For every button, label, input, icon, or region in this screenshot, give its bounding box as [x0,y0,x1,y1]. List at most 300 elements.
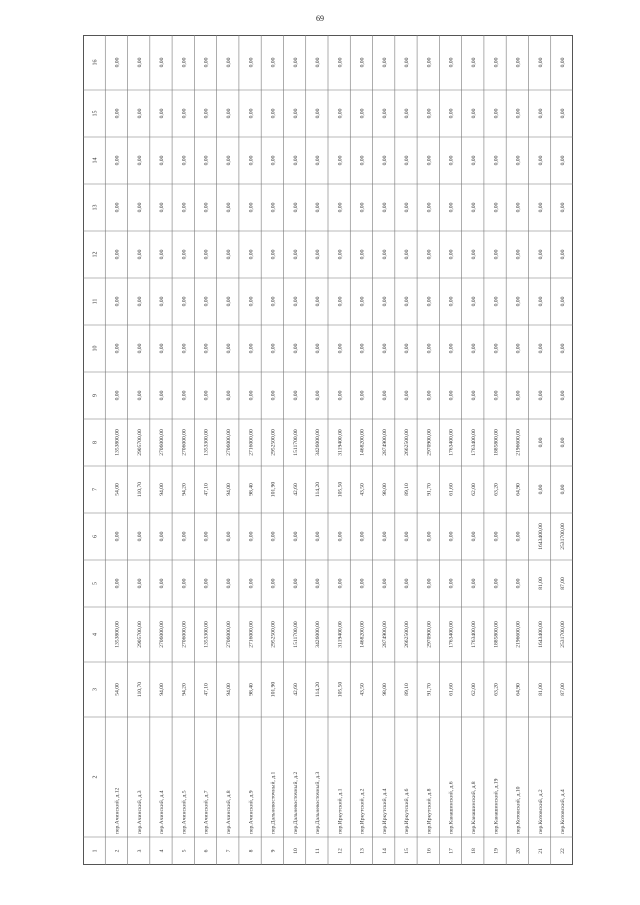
value-cell: 0,00 [203,390,210,401]
value-cell: 0,00 [203,57,210,68]
value-cell: 0,00 [225,578,232,589]
value-cell: 0,00 [270,531,277,542]
value-cell: 0,00 [203,296,210,307]
address-cell: пер.Котовский, д.10 [515,786,522,834]
value-cell: 0,00 [448,202,455,213]
value-cell: 0,00 [515,531,522,542]
value-cell: 0,00 [493,108,500,119]
address-cell: пер.Ачинский, д.7 [203,790,210,834]
row-number-cell: 13 [359,848,366,854]
value-cell: 0,00 [404,57,411,68]
value-cell: 0,00 [359,390,366,401]
value-cell: 0,00 [315,57,322,68]
value-cell: 47,10 [203,483,210,496]
value-cell: 1763400,00 [470,429,477,456]
address-cell: пер.Ачинский, д.4 [159,790,166,834]
value-cell: 0,00 [493,249,500,260]
value-cell: 114,20 [315,681,322,698]
value-cell: 2531700,00 [560,621,567,648]
value-cell: 1353800,00 [114,429,121,456]
value-cell: 0,00 [136,531,143,542]
address-cell: пер.Иркутский, д.1 [337,788,344,834]
value-cell: 0,00 [359,531,366,542]
value-cell: 0,00 [470,390,477,401]
value-cell: 0,00 [181,296,188,307]
value-cell: 0,00 [381,343,388,354]
value-cell: 0,00 [181,578,188,589]
value-cell: 87,00 [560,683,567,696]
value-cell: 0,00 [136,249,143,260]
value-cell: 2706000,00 [159,429,166,456]
value-cell: 0,00 [114,343,121,354]
address-cell: пер.Иркутский, д.2 [359,788,366,834]
value-cell: 0,00 [270,296,277,307]
header-cell: 16 [92,59,99,66]
value-cell: 0,00 [537,202,544,213]
value-cell: 0,00 [448,57,455,68]
value-cell: 1885800,00 [493,621,500,648]
value-cell: 0,00 [159,343,166,354]
value-cell: 0,00 [537,437,544,448]
value-cell: 0,00 [225,202,232,213]
value-cell: 0,00 [560,437,567,448]
value-cell: 2716000,00 [248,429,255,456]
value-cell: 2716000,00 [248,621,255,648]
value-cell: 0,00 [248,57,255,68]
header-cell: 8 [92,441,99,444]
value-cell: 64,90 [515,483,522,496]
value-cell: 0,00 [359,343,366,354]
value-cell: 0,00 [114,531,121,542]
value-cell: 110,70 [136,681,143,698]
value-cell: 0,00 [337,57,344,68]
value-cell: 0,00 [448,531,455,542]
value-cell: 0,00 [203,108,210,119]
value-cell: 0,00 [426,296,433,307]
value-cell: 63,20 [493,683,500,696]
value-cell: 0,00 [515,578,522,589]
value-cell: 0,00 [493,296,500,307]
value-cell: 0,00 [426,390,433,401]
value-cell: 0,00 [560,343,567,354]
value-cell: 105,50 [337,681,344,698]
value-cell: 0,00 [560,484,567,495]
value-cell: 0,00 [270,155,277,166]
value-cell: 0,00 [560,296,567,307]
value-cell: 94,00 [159,483,166,496]
value-cell: 0,00 [493,390,500,401]
table-grid [83,35,573,865]
value-cell: 0,00 [560,57,567,68]
value-cell: 0,00 [114,249,121,260]
value-cell: 2196600,00 [515,621,522,648]
value-cell: 0,00 [493,155,500,166]
value-cell: 94,20 [181,483,188,496]
value-cell: 0,00 [426,531,433,542]
value-cell: 0,00 [493,202,500,213]
value-cell: 0,00 [426,249,433,260]
value-cell: 2706000,00 [181,621,188,648]
value-cell: 0,00 [359,202,366,213]
header-cell: 3 [92,688,99,691]
row-number-cell: 3 [136,849,143,853]
value-cell: 1353300,00 [203,429,210,456]
value-cell: 0,00 [315,296,322,307]
value-cell: 42,60 [292,683,299,696]
address-cell: пер.Ачинский, д.8 [225,790,232,834]
row-number-cell: 12 [337,848,344,854]
address-cell: пер.Канашинский, д.19 [493,778,500,834]
value-cell: 0,00 [225,343,232,354]
value-cell: 0,00 [560,155,567,166]
value-cell: 94,00 [159,683,166,696]
value-cell: 1511700,00 [292,429,299,456]
value-cell: 0,00 [225,108,232,119]
row-number-cell: 7 [225,849,232,853]
value-cell: 0,00 [136,390,143,401]
value-cell: 0,00 [225,296,232,307]
value-cell: 54,00 [114,683,121,696]
value-cell: 0,00 [359,578,366,589]
value-cell: 0,00 [404,108,411,119]
value-cell: 0,00 [114,578,121,589]
value-cell: 0,00 [337,202,344,213]
value-cell: 0,00 [159,57,166,68]
value-cell: 0,00 [426,343,433,354]
value-cell: 0,00 [404,202,411,213]
value-cell: 101,90 [270,681,277,698]
value-cell: 2706000,00 [225,621,232,648]
address-cell: пер.Дальневосточный, д.2 [292,771,299,834]
value-cell: 2970900,00 [426,429,433,456]
value-cell: 0,00 [470,249,477,260]
value-cell: 0,00 [136,155,143,166]
value-cell: 1763400,00 [448,621,455,648]
header-cell: 1 [92,849,99,853]
row-number-cell: 5 [181,849,188,853]
address-cell: пер.Канашинский, д.8 [470,781,477,834]
value-cell: 98,00 [381,683,388,696]
value-cell: 94,00 [225,683,232,696]
value-cell: 0,00 [270,343,277,354]
value-cell: 0,00 [159,155,166,166]
value-cell: 1468200,00 [359,621,366,648]
value-cell: 81,00 [537,577,544,590]
value-cell: 0,00 [537,57,544,68]
value-cell: 0,00 [426,57,433,68]
address-cell: пер.Иркутский, д.8 [426,788,433,834]
row-number-cell: 16 [426,848,433,854]
value-cell: 0,00 [248,531,255,542]
value-cell: 89,10 [404,483,411,496]
value-cell: 0,00 [292,343,299,354]
value-cell: 101,90 [270,481,277,498]
value-cell: 0,00 [225,390,232,401]
value-cell: 63,20 [493,483,500,496]
value-cell: 98,00 [381,483,388,496]
value-cell: 2905700,00 [136,621,143,648]
value-cell: 0,00 [493,57,500,68]
value-cell: 0,00 [337,249,344,260]
value-cell: 0,00 [270,390,277,401]
value-cell: 0,00 [381,531,388,542]
value-cell: 0,00 [470,155,477,166]
value-cell: 0,00 [248,390,255,401]
value-cell: 0,00 [404,531,411,542]
header-cell: 11 [92,298,99,305]
value-cell: 89,10 [404,683,411,696]
address-cell: пер.Ачинский, д.9 [248,790,255,834]
value-cell: 2706000,00 [225,429,232,456]
header-cell: 5 [92,582,99,585]
value-cell: 0,00 [203,343,210,354]
value-cell: 0,00 [292,578,299,589]
value-cell: 0,00 [470,343,477,354]
value-cell: 0,00 [560,390,567,401]
row-number-cell: 22 [560,848,567,854]
value-cell: 0,00 [114,57,121,68]
value-cell: 0,00 [470,296,477,307]
value-cell: 0,00 [404,296,411,307]
value-cell: 0,00 [315,578,322,589]
value-cell: 0,00 [181,343,188,354]
value-cell: 1468200,00 [359,429,366,456]
value-cell: 0,00 [381,108,388,119]
value-cell: 0,00 [292,296,299,307]
value-cell: 0,00 [515,343,522,354]
value-cell: 2706000,00 [181,429,188,456]
row-number-cell: 14 [381,848,388,854]
value-cell: 0,00 [114,108,121,119]
value-cell: 0,00 [515,390,522,401]
row-number-cell: 6 [203,849,210,853]
value-cell: 3119400,00 [337,429,344,456]
value-cell: 0,00 [203,578,210,589]
value-cell: 0,00 [225,155,232,166]
address-cell: пер.Ачинский, д.3 [136,790,143,834]
row-number-cell: 2 [114,849,121,853]
value-cell: 0,00 [337,155,344,166]
address-cell: пер.Иркутский, д.4 [381,788,388,834]
header-cell: 14 [92,157,99,164]
value-cell: 0,00 [448,343,455,354]
value-cell: 0,00 [448,155,455,166]
value-cell: 0,00 [181,531,188,542]
value-cell: 0,00 [114,296,121,307]
value-cell: 0,00 [225,57,232,68]
value-cell: 0,00 [515,155,522,166]
value-cell: 64,90 [515,683,522,696]
value-cell: 0,00 [315,108,322,119]
value-cell: 0,00 [292,155,299,166]
value-cell: 1511700,00 [292,621,299,648]
row-number-cell: 15 [404,848,411,854]
value-cell: 0,00 [537,484,544,495]
value-cell: 0,00 [136,108,143,119]
value-cell: 0,00 [493,531,500,542]
header-cell: 10 [92,345,99,352]
value-cell: 87,00 [560,577,567,590]
value-cell: 0,00 [203,531,210,542]
value-cell: 0,00 [337,343,344,354]
row-number-cell: 18 [470,848,477,854]
value-cell: 0,00 [248,202,255,213]
value-cell: 0,00 [159,249,166,260]
value-cell: 2952500,00 [270,621,277,648]
value-cell: 1885800,00 [493,429,500,456]
row-number-cell: 8 [248,849,255,853]
value-cell: 0,00 [359,155,366,166]
address-cell: пер.Дальневосточный, д.1 [270,771,277,834]
page-number: 69 [316,14,324,23]
value-cell: 0,00 [337,531,344,542]
value-cell: 0,00 [426,578,433,589]
value-cell: 0,00 [159,578,166,589]
value-cell: 0,00 [404,343,411,354]
value-cell: 0,00 [203,155,210,166]
value-cell: 0,00 [114,155,121,166]
value-cell: 0,00 [515,108,522,119]
value-cell: 2196600,00 [515,429,522,456]
value-cell: 3426000,00 [315,429,322,456]
value-cell: 0,00 [515,202,522,213]
value-cell: 0,00 [159,108,166,119]
value-cell: 2952500,00 [270,429,277,456]
value-cell: 2970900,00 [426,621,433,648]
value-cell: 0,00 [159,296,166,307]
value-cell: 0,00 [159,390,166,401]
row-number-cell: 11 [315,848,322,854]
value-cell: 0,00 [560,249,567,260]
value-cell: 0,00 [292,249,299,260]
value-cell: 105,50 [337,481,344,498]
value-cell: 0,00 [292,108,299,119]
value-cell: 0,00 [248,296,255,307]
value-cell: 0,00 [203,202,210,213]
value-cell: 0,00 [337,390,344,401]
value-cell: 0,00 [248,108,255,119]
value-cell: 0,00 [315,155,322,166]
address-cell: пер.Котовский, д.4 [560,789,567,834]
value-cell: 0,00 [159,531,166,542]
value-cell: 0,00 [381,390,388,401]
value-cell: 91,70 [426,483,433,496]
value-cell: 0,00 [292,531,299,542]
value-cell: 0,00 [181,57,188,68]
value-cell: 81,00 [537,683,544,696]
value-cell: 0,00 [537,343,544,354]
value-cell: 91,70 [426,683,433,696]
value-cell: 98,40 [248,483,255,496]
value-cell: 3119400,00 [337,621,344,648]
value-cell: 0,00 [381,155,388,166]
value-cell: 0,00 [493,578,500,589]
value-cell: 1353800,00 [114,621,121,648]
value-cell: 2905700,00 [136,429,143,456]
value-cell: 0,00 [292,390,299,401]
header-cell: 12 [92,251,99,258]
rotated-data-table [83,35,573,865]
value-cell: 0,00 [248,343,255,354]
value-cell: 1643400,00 [537,621,544,648]
value-cell: 0,00 [181,202,188,213]
value-cell: 0,00 [181,249,188,260]
value-cell: 0,00 [270,108,277,119]
address-cell: пер.Ачинский, д.12 [114,787,121,834]
value-cell: 0,00 [448,296,455,307]
value-cell: 114,20 [315,481,322,498]
value-cell: 0,00 [381,57,388,68]
value-cell: 0,00 [381,249,388,260]
value-cell: 0,00 [159,202,166,213]
row-number-cell: 4 [159,849,166,853]
row-number-cell: 20 [515,848,522,854]
value-cell: 0,00 [537,108,544,119]
value-cell: 0,00 [426,108,433,119]
value-cell: 0,00 [248,578,255,589]
value-cell: 0,00 [315,202,322,213]
value-cell: 0,00 [315,390,322,401]
value-cell: 0,00 [426,202,433,213]
value-cell: 0,00 [404,390,411,401]
value-cell: 0,00 [381,578,388,589]
value-cell: 1763400,00 [448,429,455,456]
value-cell: 0,00 [292,57,299,68]
header-cell: 2 [92,775,99,779]
value-cell: 0,00 [225,249,232,260]
value-cell: 0,00 [337,296,344,307]
value-cell: 0,00 [136,343,143,354]
value-cell: 0,00 [404,578,411,589]
header-cell: 13 [92,204,99,211]
header-cell: 15 [92,110,99,117]
value-cell: 3426000,00 [315,621,322,648]
value-cell: 94,20 [181,683,188,696]
header-cell: 9 [92,394,99,397]
value-cell: 0,00 [337,108,344,119]
value-cell: 0,00 [560,202,567,213]
value-cell: 0,00 [181,390,188,401]
value-cell: 0,00 [203,249,210,260]
value-cell: 1643400,00 [537,523,544,550]
value-cell: 0,00 [136,578,143,589]
value-cell: 0,00 [537,155,544,166]
value-cell: 0,00 [470,531,477,542]
value-cell: 47,10 [203,683,210,696]
value-cell: 0,00 [470,202,477,213]
value-cell: 0,00 [448,390,455,401]
value-cell: 0,00 [537,249,544,260]
value-cell: 0,00 [337,578,344,589]
address-cell: пер.Ачинский, д.5 [181,790,188,834]
value-cell: 61,60 [448,483,455,496]
value-cell: 0,00 [515,296,522,307]
value-cell: 1353300,00 [203,621,210,648]
row-number-cell: 9 [270,849,277,853]
value-cell: 2531700,00 [560,523,567,550]
value-cell: 0,00 [114,390,121,401]
value-cell: 0,00 [270,57,277,68]
value-cell: 0,00 [136,296,143,307]
value-cell: 2706000,00 [159,621,166,648]
value-cell: 0,00 [493,343,500,354]
value-cell: 0,00 [448,578,455,589]
value-cell: 0,00 [114,202,121,213]
header-cell: 6 [92,535,99,538]
value-cell: 1763400,00 [470,621,477,648]
address-cell: пер.Канашинский, д.6 [448,781,455,834]
value-cell: 110,70 [136,481,143,498]
